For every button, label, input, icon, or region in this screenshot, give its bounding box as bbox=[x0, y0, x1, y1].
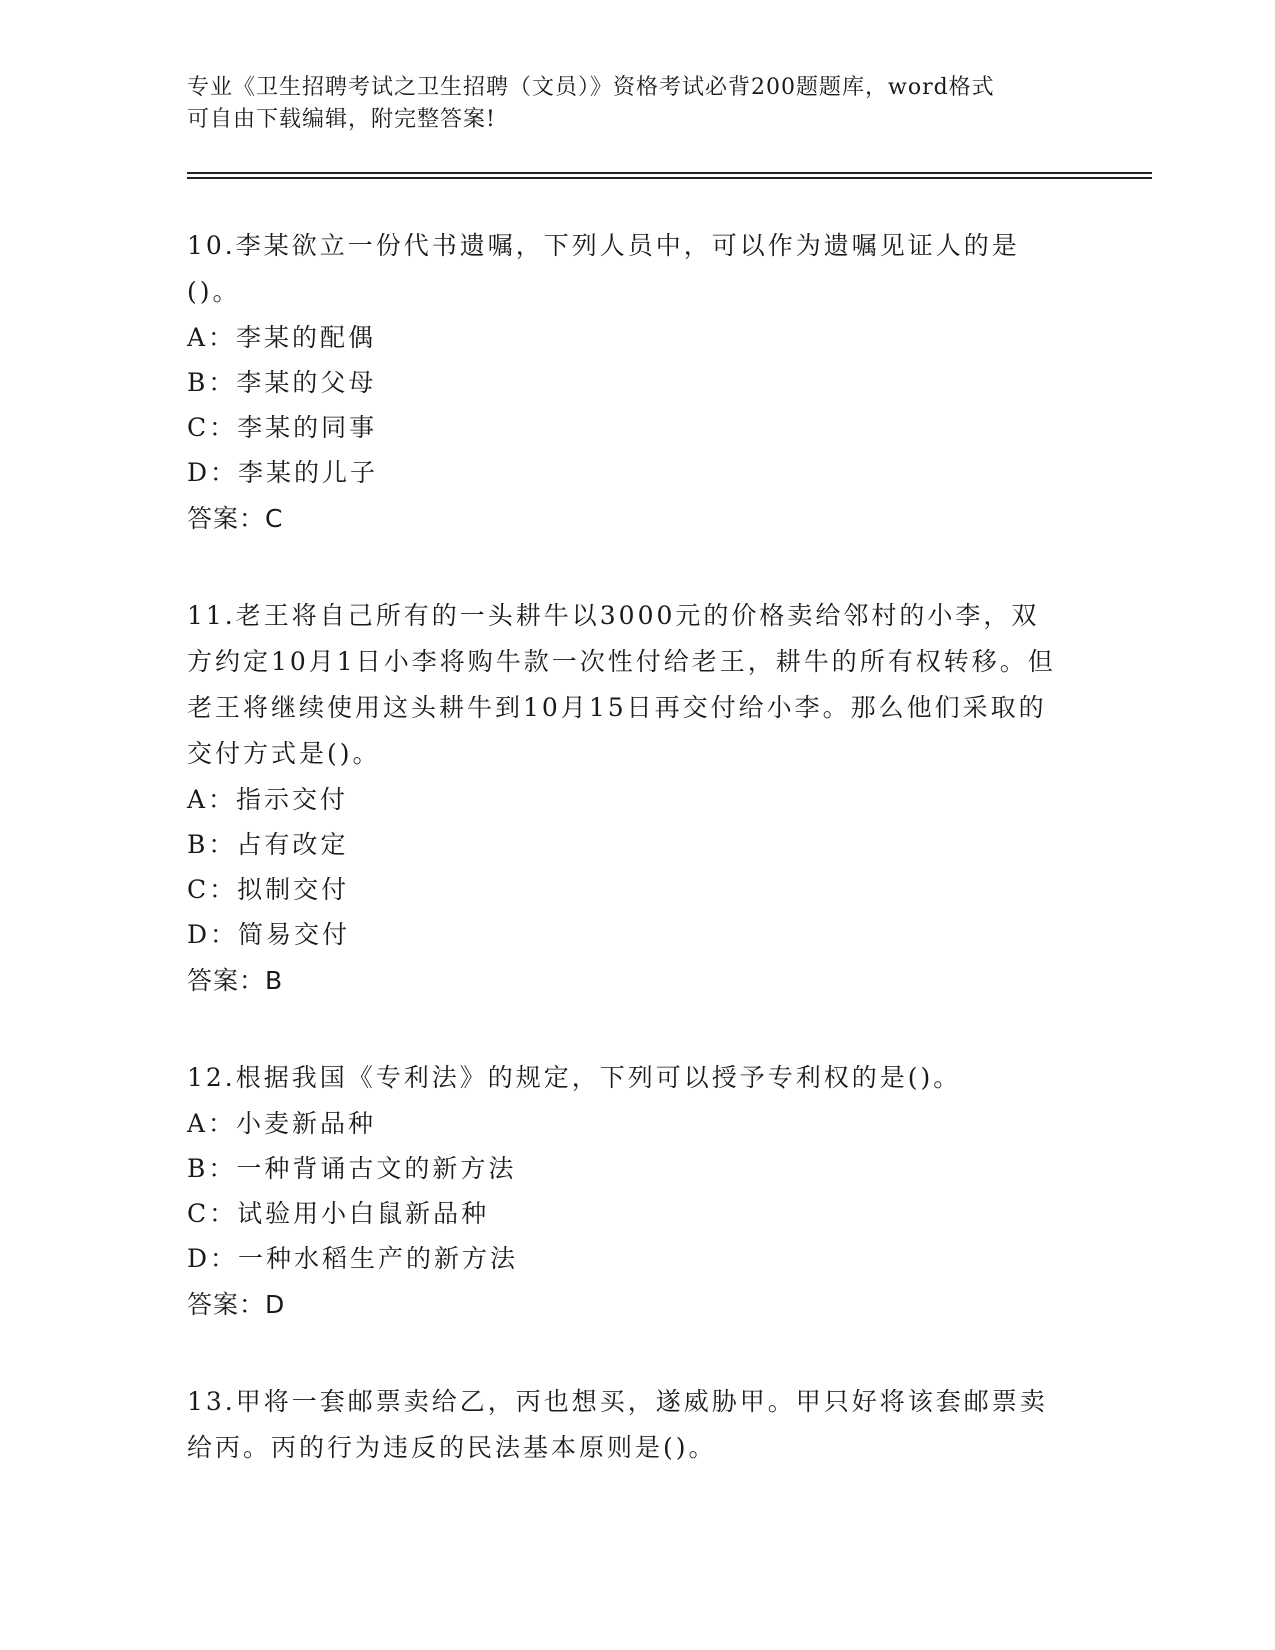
document-header bbox=[187, 72, 1057, 136]
header-line-2: 可自由下载编辑，附完整答案! bbox=[187, 107, 496, 132]
option-b: B：李某的父母 bbox=[187, 368, 377, 397]
header-divider bbox=[187, 172, 1152, 179]
option-c: C：李某的同事 bbox=[187, 413, 378, 442]
option-a: A：指示交付 bbox=[187, 785, 349, 814]
option-b: B：占有改定 bbox=[187, 830, 349, 859]
option-b: B：一种背诵古文的新方法 bbox=[187, 1154, 517, 1183]
question-13 bbox=[187, 1379, 1147, 1471]
option-d: D：简易交付 bbox=[187, 920, 351, 949]
question-stem: 13.甲将一套邮票卖给乙，丙也想买，遂威胁甲。甲只好将该套邮票卖给丙。丙的行为违反的民法基本原则是()。 bbox=[187, 1387, 1048, 1462]
option-a: A：李某的配偶 bbox=[187, 323, 377, 352]
answer: 答案：D bbox=[187, 1290, 286, 1319]
question-stem: 11.老王将自己所有的一头耕牛以3000元的价格卖给邻村的小李，双方约定10月1日小李将购牛款一次性付给老王，耕牛的所有权转移。但老王将继续使用这头耕牛到10月15日再交付给小李。那么他们采取的交付方式是()。 bbox=[187, 601, 1056, 768]
option-a: A：小麦新品种 bbox=[187, 1109, 377, 1138]
question-11 bbox=[187, 593, 1147, 1005]
document-page bbox=[187, 72, 1147, 1471]
option-c: C：拟制交付 bbox=[187, 875, 350, 904]
header-line-1: 专业《卫生招聘考试之卫生招聘（文员）》资格考试必背200题题库，word格式 bbox=[187, 75, 995, 100]
question-stem: 10.李某欲立一份代书遗嘱，下列人员中，可以作为遗嘱见证人的是()。 bbox=[187, 231, 1020, 306]
option-d: D：李某的儿子 bbox=[187, 458, 379, 487]
option-c: C：试验用小白鼠新品种 bbox=[187, 1199, 490, 1228]
question-10 bbox=[187, 223, 1147, 543]
option-d: D：一种水稻生产的新方法 bbox=[187, 1244, 519, 1273]
question-12 bbox=[187, 1055, 1147, 1329]
question-stem: 12.根据我国《专利法》的规定，下列可以授予专利权的是()。 bbox=[187, 1063, 962, 1092]
answer: 答案：C bbox=[187, 504, 284, 533]
answer: 答案：B bbox=[187, 966, 284, 995]
